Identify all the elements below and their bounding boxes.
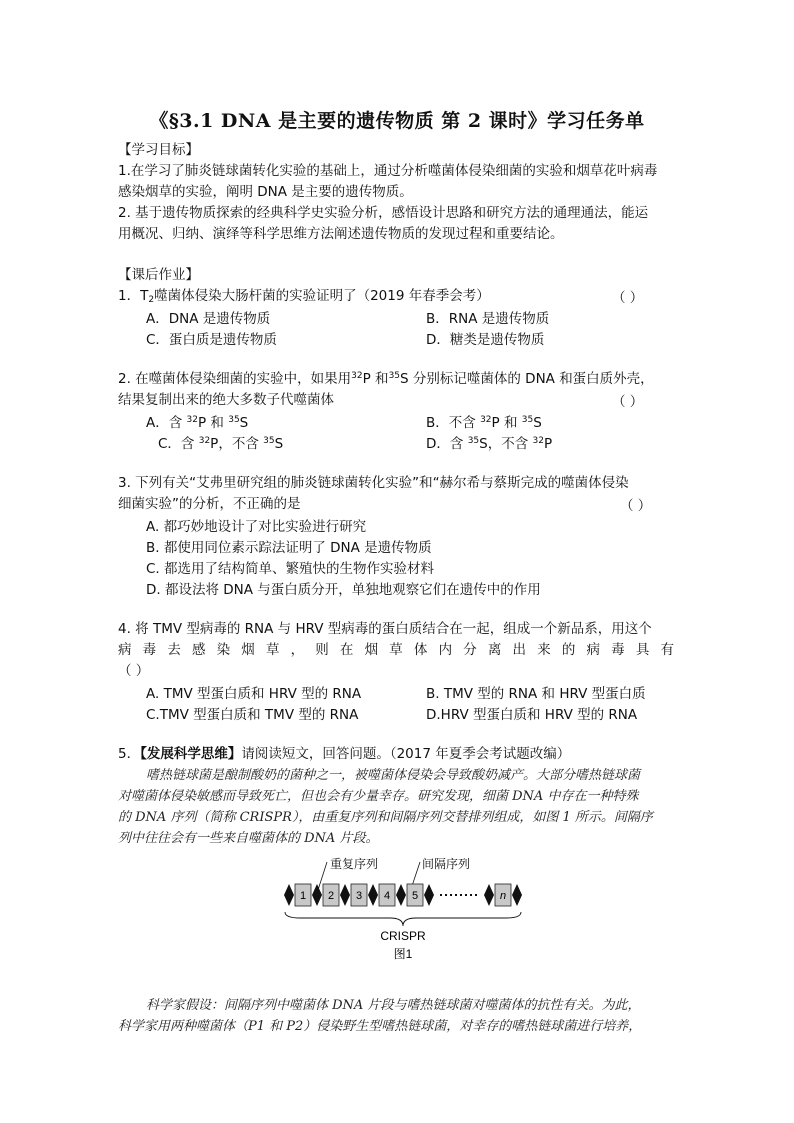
question-2-stem-line2: 结果复制出来的绝大多数子代噬菌体	[118, 392, 334, 408]
crispr-label: CRISPR	[380, 929, 426, 943]
passage-1-line1: 嗜热链球菌是酿制酸奶的菌种之一，被噬菌体侵染会导致酸奶减产。大部分嗜热链球菌	[146, 768, 641, 783]
question-1-stem: 1．$T_2$噬菌体侵染大肠杆菌的实验证明了（2019 年春季会考）	[118, 288, 490, 305]
question-1-option-b: B．RNA 是遗传物质	[426, 311, 550, 327]
repeat-diamond	[424, 884, 434, 906]
spacer-leader-line	[412, 862, 420, 886]
question-4-option-a: A. TMV 型蛋白质和 HRV 型的 RNA	[146, 686, 362, 702]
figure-caption: 图1	[393, 947, 413, 961]
passage-1-line4: 列中往往会有一些来自噬菌体的 DNA 片段。	[118, 831, 379, 846]
repeat-diamond	[512, 884, 522, 906]
objective-1-line1: 1.在学习了肺炎链球菌转化实验的基础上，通过分析噬菌体侵染细菌的实验和烟草花叶病毒	[118, 163, 658, 179]
repeat-diamond	[340, 884, 350, 906]
question-4-stem-line2: 病毒去感染烟草，则在烟草体内分离出来的病毒具有	[118, 642, 674, 658]
repeat-diamond	[312, 884, 322, 906]
question-2-stem-line1: 2. 在噬菌体侵染细菌的实验中，如果用$^{32}$P 和$^{35}$S 分别标记噬菌体的 DNA 和蛋白质外壳，	[118, 371, 654, 387]
objective-1-line2: 感染烟草的实验，阐明 DNA 是主要的遗传物质。	[118, 184, 413, 200]
spacer-box-4-label: 4	[383, 890, 391, 902]
passage-1-line3: 的 DNA 序列（简称 CRISPR），由重复序列和间隔序列交替排列组成，如图 1 所示。间隔序	[118, 810, 653, 825]
spacer-box-3-label: 3	[355, 890, 363, 902]
question-3-option-d: D. 都设法将 DNA 与蛋白质分开，单独地观察它们在遗传中的作用	[146, 582, 541, 598]
question-4-answer-blank[interactable]: （ ）	[118, 663, 150, 679]
spacer-box-5-label: 5	[411, 890, 419, 902]
question-5-stem: 5．【发展科学思维】请阅读短文，回答问题。（2017 年夏季会考试题改编）	[118, 746, 571, 762]
objective-2-line1: 2. 基于遗传物质探索的经典科学史实验分析，感悟设计思路和研究方法的通理通法，能运	[118, 205, 649, 221]
question-3-answer-blank[interactable]: （ ）	[620, 498, 652, 514]
question-5-tag: 【发展科学思维】	[140, 746, 242, 762]
question-3-stem-line1: 3. 下列有关“艾弗里研究组的肺炎链球菌转化实验”和“赫尔希与蔡斯完成的噬菌体侵染	[118, 475, 629, 491]
spacer-box-n-label: n	[499, 890, 507, 902]
repeat-diamond	[368, 884, 378, 906]
label-repeat-sequence: 重复序列	[330, 857, 379, 871]
passage-2-line1: 科学家假设：间隔序列中噬菌体 DNA 片段与嗜热链球菌对噬菌体的抗性有关。为此，	[146, 998, 641, 1013]
objective-2-line2: 用概况、归纳、演绎等科学思维方法阐述遗传物质的发现过程和重要结论。	[118, 226, 564, 242]
repeat-diamond	[396, 884, 406, 906]
repeat-diamond	[284, 884, 294, 906]
homework-heading: 【课后作业】	[118, 267, 199, 283]
question-3-stem-line2: 细菌实验”的分析，不正确的是	[118, 496, 301, 512]
question-2-option-a: A．含 $^{32}$P 和 $^{35}$S	[146, 415, 249, 431]
spacer-box-2-label: 2	[327, 890, 335, 902]
question-4-option-d: D.HRV 型蛋白质和 HRV 型的 RNA	[426, 707, 638, 723]
question-3-option-a: A. 都巧妙地设计了对比实验进行研究	[146, 519, 367, 535]
question-1-option-c: C．蛋白质是遗传物质	[146, 332, 277, 348]
page-title: 《§3.1 DNA 是主要的遗传物质 第 2 课时》学习任务单	[149, 110, 645, 132]
question-4-stem-line1: 4. 将 TMV 型病毒的 RNA 与 HRV 型病毒的蛋白质结合在一起，组成一个新品系，用这个	[118, 621, 652, 637]
spacer-box-1-label: 1	[299, 890, 307, 902]
question-1-answer-blank[interactable]: （ ）	[612, 290, 644, 306]
objectives-heading: 【学习目标】	[118, 142, 199, 158]
question-4-option-c: C.TMV 型蛋白质和 TMV 型的 RNA	[146, 707, 359, 723]
question-3-option-b: B. 都使用同位素示踪法证明了 DNA 是遗传物质	[146, 540, 432, 556]
passage-2-line2: 科学家用两种噬菌体（P1 和 P2）侵染野生型嗜热链球菌，对幸存的嗜热链球菌进行培养，	[118, 1019, 642, 1034]
question-3-option-c: C. 都选用了结构简单、繁殖快的生物作实验材料	[146, 561, 435, 577]
question-1-option-a: A．DNA 是遗传物质	[146, 311, 271, 327]
crispr-bracket	[285, 912, 521, 926]
passage-1-line2: 对噬菌体侵染敏感而导致死亡，但也会有少量幸存。研究发现，细菌 DNA 中存在一种特殊	[118, 789, 639, 804]
crispr-figure	[0, 852, 794, 972]
question-4-option-b: B. TMV 型的 RNA 和 HRV 型蛋白质	[426, 686, 646, 702]
question-2-answer-blank[interactable]: （ ）	[612, 394, 644, 410]
question-2-option-b: B．不含 $^{32}$P 和 $^{35}$S	[426, 415, 542, 431]
question-2-option-c: C．含 $^{32}$P，不含 $^{35}$S	[158, 436, 284, 452]
question-1-option-d: D．糖类是遗传物质	[426, 332, 545, 348]
question-2-option-d: D．含 $^{35}$S，不含 $^{32}$P	[426, 436, 553, 452]
label-spacer-sequence: 间隔序列	[422, 857, 471, 871]
repeat-diamond	[484, 884, 494, 906]
